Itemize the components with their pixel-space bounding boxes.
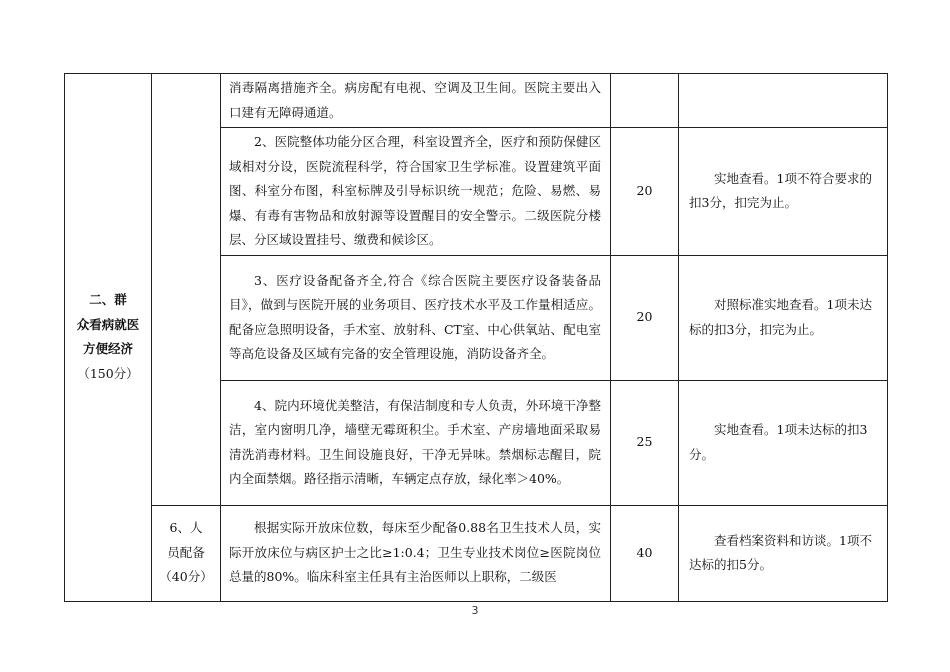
standard-text: 3、医疗设备配备齐全,符合《综合医院主要医疗设备装备品目》，做到与医院开展的业务项目、医疗技术水平及工作量相适应。配备应急照明设备，手术室、放射科、CT室、中心供氧站、配电室等高危设备及区域有完备的安全管理设施，消防设备齐全。 xyxy=(229,272,601,361)
method-cell xyxy=(679,505,888,601)
subcategory-line: 6、人 xyxy=(169,520,203,536)
subcategory-line: 员配备 xyxy=(167,544,205,560)
score-cell: 20 xyxy=(611,128,679,256)
standard-text: 消毒隔离措施齐全。病房配有电视、空调及卫生间。医院主要出入口建有无障碍通道。 xyxy=(229,80,601,120)
method-text: 查看档案资料和访谈。1项不达标的扣5分。 xyxy=(689,532,872,572)
category-line: 二、群 xyxy=(89,292,127,308)
category-cell xyxy=(65,74,152,602)
table-row xyxy=(65,505,888,601)
standard-cell xyxy=(221,128,611,256)
evaluation-table xyxy=(64,73,888,602)
page-number: 3 xyxy=(471,604,479,617)
category-line: 方便经济 xyxy=(82,341,133,357)
standard-text: 4、院内环境优美整洁，有保洁制度和专人负责，外环境干净整洁，室内窗明几净，墙壁无霉斑积尘。手术室、产房墙地面采取易清洗消毒材料。卫生间设施良好，干净无异味。禁烟标志醒目，院内全面禁烟。路径指示清晰，车辆定点存放，绿化率＞40%。 xyxy=(229,397,601,486)
category-line: 众看病就医 xyxy=(76,316,140,332)
subcategory-line: （40分） xyxy=(159,569,213,585)
subcategory-cell xyxy=(152,74,221,506)
standard-text: 根据实际开放床位数，每床至少配备0.88名卫生技术人员，实际开放床位与病区护士之比≥1:0.4；卫生专业技术岗位≥医院岗位总量的80%。临床科室主任具有主治医师以上职称，二级医 xyxy=(229,520,601,585)
method-cell xyxy=(679,255,888,380)
method-cell xyxy=(679,128,888,256)
score-cell: 25 xyxy=(611,380,679,505)
method-cell xyxy=(679,380,888,505)
table-row xyxy=(65,74,888,128)
standard-cell xyxy=(221,74,611,128)
standard-cell xyxy=(221,255,611,380)
method-text: 实地查看。1项不符合要求的扣3分，扣完为止。 xyxy=(689,170,872,211)
method-text: 对照标准实地查看。1项未达标的扣3分，扣完为止。 xyxy=(689,297,872,337)
score-cell xyxy=(611,74,679,128)
score-cell: 40 xyxy=(611,505,679,601)
method-cell xyxy=(679,74,888,128)
standard-cell xyxy=(221,380,611,505)
subcategory-cell xyxy=(152,505,221,601)
score-cell: 20 xyxy=(611,255,679,380)
category-points: （150分） xyxy=(77,365,139,381)
standard-text: 2、医院整体功能分区合理，科室设置齐全，医疗和预防保健区域相对分设，医院流程科学，符合国家卫生学标准。设置建筑平面图、科室分布图，科室标牌及引导标识统一规范；危险、易燃、易爆、有毒有害物品和放射源等设置醒目的安全警示。二级医院分楼层、分区域设置挂号、缴费和候诊区。 xyxy=(229,134,601,247)
method-text: 实地查看。1项未达标的扣3分。 xyxy=(689,422,868,462)
standard-cell xyxy=(221,505,611,601)
